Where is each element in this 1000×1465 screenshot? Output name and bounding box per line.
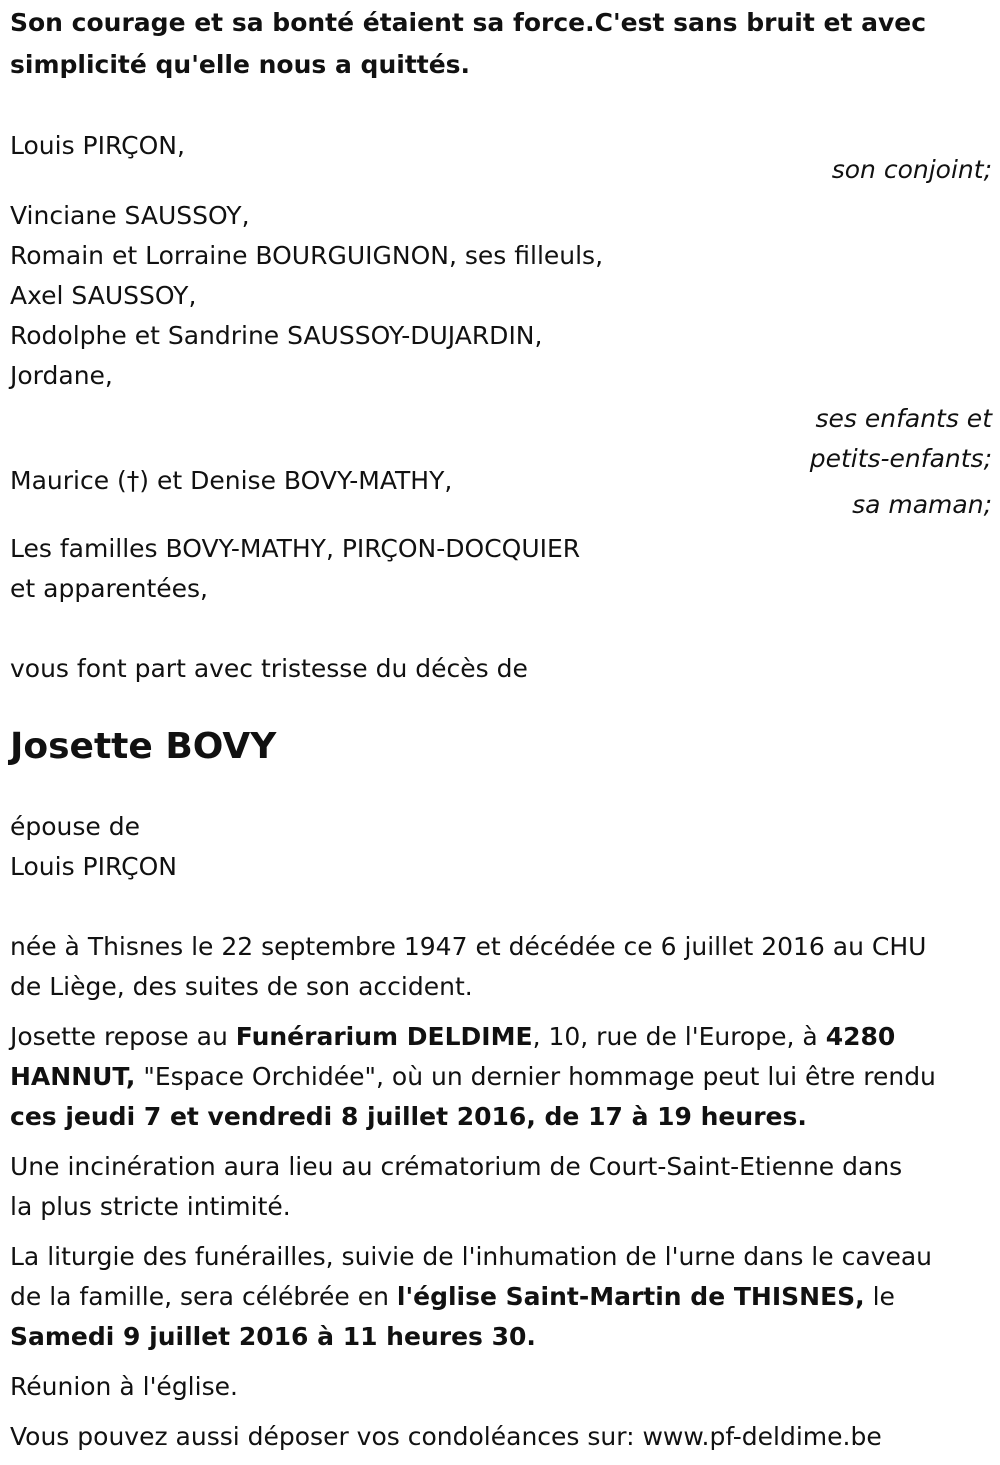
repose-line-1 — [10, 1017, 992, 1057]
incineration-line-1: Une incinération aura lieu au crématorium de Court-Saint-Etienne dans — [10, 1152, 903, 1181]
postal-code: 4280 — [825, 1022, 896, 1051]
liturgy-line-2 — [10, 1277, 992, 1317]
birth-line-2: de Liège, des suites de son accident. — [10, 972, 473, 1001]
opening-quote — [10, 2, 992, 86]
birth-line-1: née à Thisnes le 22 septembre 1947 et décédée ce 6 juillet 2016 au CHU — [10, 932, 927, 961]
repose-text: Josette repose au — [10, 1022, 236, 1051]
mother-name-before: Maurice ( — [10, 466, 127, 495]
epouse-block — [10, 807, 992, 887]
child-name: Romain et Lorraine BOURGUIGNON, ses filleuls, — [10, 241, 604, 270]
reunion-note: Réunion à l'église. — [10, 1372, 238, 1401]
liturgy-le: le — [864, 1282, 895, 1311]
ceremony-date: Samedi 9 juillet 2016 à 11 heures 30. — [10, 1322, 536, 1351]
child-name: Axel SAUSSOY, — [10, 281, 197, 310]
children-role-line-1: ses enfants et — [815, 404, 992, 433]
families-block — [10, 529, 992, 609]
repose-paragraph — [10, 1017, 992, 1137]
mother-role: sa maman; — [852, 490, 992, 519]
child-name: Rodolphe et Sandrine SAUSSOY-DUJARDIN, — [10, 321, 543, 350]
liturgy-paragraph — [10, 1237, 992, 1357]
families-line-1: Les familles BOVY-MATHY, PIRÇON-DOCQUIER — [10, 534, 581, 563]
spouse-name: Louis PIRÇON, — [10, 131, 185, 160]
condolences-note: Vous pouvez aussi déposer vos condoléances sur: www.pf-deldime.be — [10, 1422, 882, 1451]
incineration-line-2: la plus stricte intimité. — [10, 1192, 291, 1221]
spouse-role: son conjoint; — [831, 155, 992, 184]
announcement: vous font part avec tristesse du décès de — [10, 654, 528, 683]
liturgy-text: de la famille, sera célébrée en — [10, 1282, 397, 1311]
cross-icon: † — [126, 466, 140, 495]
epouse-line-1: épouse de — [10, 812, 140, 841]
child-name: Vinciane SAUSSOY, — [10, 201, 250, 230]
children-block — [10, 196, 992, 479]
families-line-2: et apparentées, — [10, 574, 208, 603]
quote-line-2: simplicité qu'elle nous a quittés. — [10, 50, 471, 79]
repose-address: , 10, rue de l'Europe, à — [532, 1022, 826, 1051]
obituary-content — [10, 2, 992, 1457]
church-name: l'église Saint-Martin de THISNES, — [396, 1282, 865, 1311]
birth-death-paragraph — [10, 927, 992, 1007]
children-role-line-2: petits-enfants; — [809, 444, 992, 473]
spouse-block — [10, 126, 992, 190]
quote-line-1: Son courage et sa bonté étaient sa force.C'est sans bruit et avec — [10, 8, 927, 37]
city-name: HANNUT, — [10, 1062, 136, 1091]
child-name: Jordane, — [10, 361, 113, 390]
funerarium-name: Funérarium DELDIME — [235, 1022, 533, 1051]
incineration-paragraph — [10, 1147, 992, 1227]
visiting-hours: ces jeudi 7 et vendredi 8 juillet 2016, de 17 à 19 heures. — [10, 1102, 807, 1131]
repose-room: "Espace Orchidée", où un dernier hommage peut lui être rendu — [135, 1062, 936, 1091]
repose-line-2 — [10, 1057, 992, 1097]
epouse-line-2: Louis PIRÇON — [10, 852, 177, 881]
liturgy-line-1: La liturgie des funérailles, suivie de l'inhumation de l'urne dans le caveau — [10, 1242, 932, 1271]
mother-name-after: ) et Denise BOVY-MATHY, — [139, 466, 453, 495]
deceased-name: Josette BOVY — [10, 726, 277, 767]
